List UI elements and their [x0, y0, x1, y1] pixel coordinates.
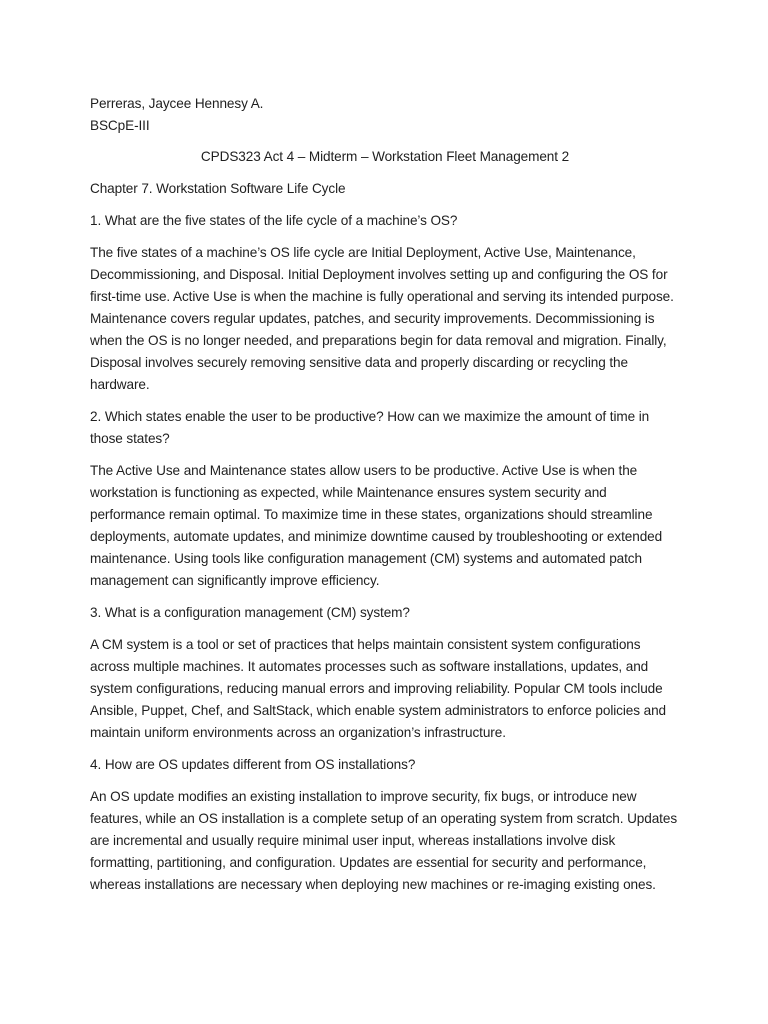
author-name: Perreras, Jaycee Hennesy A.	[90, 96, 264, 111]
author-program: BSCpE-III	[90, 118, 150, 133]
answer-1: The five states of a machine’s OS life cycle are Initial Deployment, Active Use, Maintenance, Decommissioning, and Disposal. Initial Deployment involves setting up and configuring the OS for first-time use. Active Use is when the machine is fully operational and serving its intended purpose. Maintenance covers regular updates, patches, and security improvements. Decommissioning is when the OS is no longer needed, and preparations begin for data removal and migration. Finally, Disposal involves securely removing sensitive data and properly discarding or recycling the hardware.	[90, 245, 674, 392]
answer-2: The Active Use and Maintenance states allow users to be productive. Active Use is when the workstation is functioning as expected, while Maintenance ensures system security and performance remain optimal. To maximize time in these states, organizations should streamline deployments, automate updates, and minimize downtime caused by troubleshooting or extended maintenance. Using tools like configuration management (CM) systems and automated patch management can significantly improve efficiency.	[90, 463, 663, 588]
question-4: 4. How are OS updates different from OS installations?	[90, 757, 416, 772]
document-title: CPDS323 Act 4 – Midterm – Workstation Fleet Management 2	[200, 149, 570, 164]
question-1: 1. What are the five states of the life cycle of a machine’s OS?	[90, 213, 458, 228]
question-2: 2. Which states enable the user to be productive? How can we maximize the amount of time in those states?	[90, 409, 650, 446]
question-3: 3. What is a configuration management (CM) system?	[90, 605, 410, 620]
answer-4: An OS update modifies an existing installation to improve security, fix bugs, or introduce new features, while an OS installation is a complete setup of an operating system from scratch. Updates are incremental and usually require minimal user input, whereas installations involve disk formatting, partitioning, and configuration. Updates are essential for security and performance, whereas installations are necessary when deploying new machines or re-imaging existing ones.	[90, 789, 678, 892]
document-page	[90, 93, 680, 896]
chapter-heading: Chapter 7. Workstation Software Life Cycle	[90, 181, 346, 196]
answer-3: A CM system is a tool or set of practices that helps maintain consistent system configurations across multiple machines. It automates processes such as software installations, updates, and system configurations, reducing manual errors and improving reliability. Popular CM tools include Ansible, Puppet, Chef, and SaltStack, which enable system administrators to enforce policies and maintain uniform environments across an organization’s infrastructure.	[90, 637, 667, 740]
